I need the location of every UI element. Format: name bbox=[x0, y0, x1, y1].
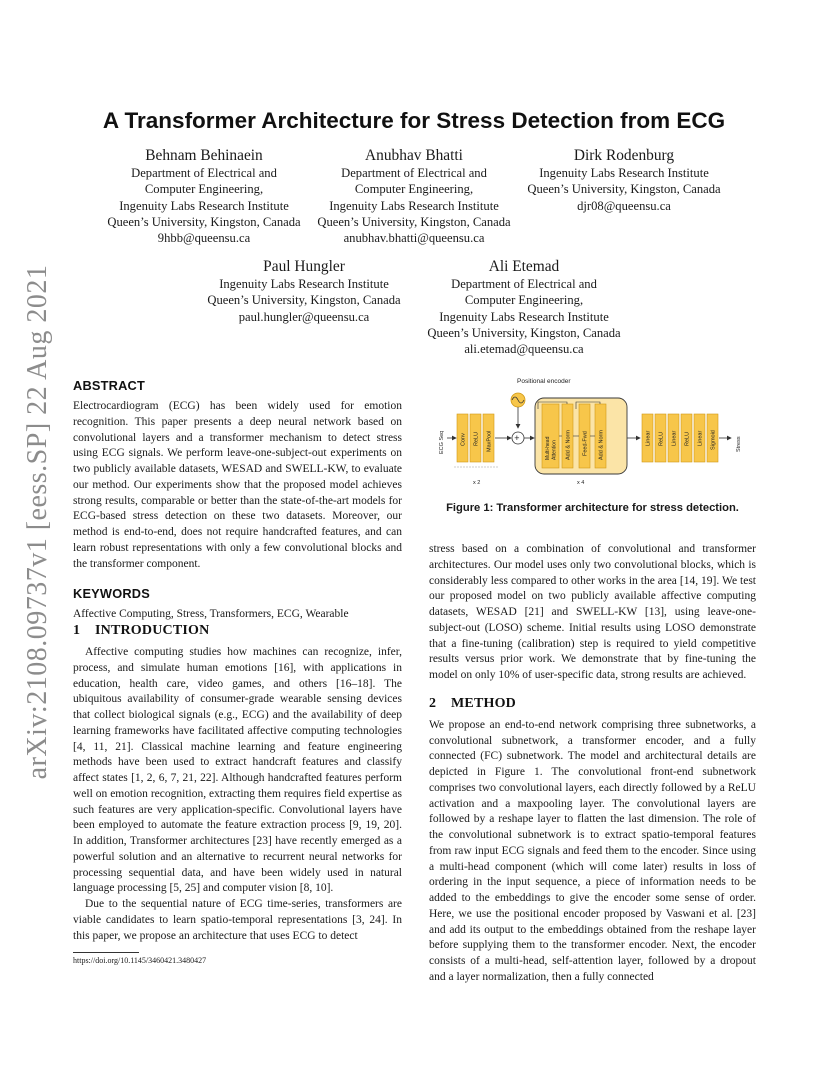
conv-subnetwork bbox=[454, 414, 499, 486]
multihead-label: Multi-head bbox=[545, 436, 551, 460]
keywords-heading: KEYWORDS bbox=[73, 586, 150, 602]
author-block-1 bbox=[98, 146, 310, 246]
transformer-encoder bbox=[535, 398, 627, 486]
author-affiliation: Department of Electrical and bbox=[451, 277, 597, 291]
author-name: Paul Hungler bbox=[263, 258, 345, 275]
author-affiliation: Ingenuity Labs Research Institute bbox=[329, 198, 499, 213]
conv-repeat-label: x 2 bbox=[473, 480, 481, 486]
figure-caption: Figure 1: Transformer architecture for stress detection. bbox=[446, 502, 739, 514]
author-affiliation: Department of Electrical and bbox=[131, 166, 277, 180]
author-affiliation: Ingenuity Labs Research Institute bbox=[219, 277, 389, 291]
author-name: Anubhav Bhatti bbox=[365, 147, 463, 164]
relu-label: ReLU bbox=[684, 431, 691, 446]
attention-label: Attention bbox=[551, 440, 558, 460]
author-affiliation: Queen’s University, Kingston, Canada bbox=[207, 293, 401, 308]
author-email: paul.hungler@queensu.ca bbox=[238, 309, 370, 324]
abstract-heading: ABSTRACT bbox=[73, 378, 145, 393]
author-affiliation: Queen’s University, Kingston, Canada bbox=[427, 325, 621, 340]
section-number: 1 bbox=[73, 623, 81, 638]
author-email: 9hbb@queensu.ca bbox=[157, 231, 251, 246]
section-number: 2 bbox=[429, 695, 437, 711]
linear-label: Linear bbox=[645, 430, 652, 446]
add-norm-label-1: Add & Norm bbox=[565, 430, 572, 460]
author-affiliation: Ingenuity Labs Research Institute bbox=[439, 309, 609, 324]
author-email: ali.etemad@queensu.ca bbox=[464, 342, 584, 357]
author-affiliation: Department of Electrical and bbox=[341, 166, 487, 180]
arxiv-identifier-text: arXiv:2108.09737v1 [eess.SP] 22 Aug 2021 bbox=[22, 264, 53, 780]
author-affiliation: Computer Engineering, bbox=[354, 182, 474, 197]
encoder-repeat-label: x 4 bbox=[577, 480, 585, 486]
section-title: METHOD bbox=[451, 695, 516, 711]
linear-label: Linear bbox=[671, 430, 678, 446]
author-name: Behnam Behinaein bbox=[145, 147, 263, 164]
positional-encoder-label: Positional encoder bbox=[517, 378, 571, 385]
author-affiliation: Queen’s University, Kingston, Canada bbox=[107, 214, 301, 229]
author-email: anubhav.bhatti@queensu.ca bbox=[343, 231, 485, 246]
author-affiliation: Computer Engineering, bbox=[144, 182, 264, 197]
author-affiliation: Ingenuity Labs Research Institute bbox=[539, 166, 709, 180]
method-heading bbox=[429, 696, 756, 712]
add-norm-label-2: Add & Norm bbox=[598, 430, 605, 460]
architecture-diagram bbox=[429, 376, 756, 494]
intro-heading bbox=[73, 623, 402, 639]
keywords-text: Affective Computing, Stress, Transformers, ECG, Wearable bbox=[73, 608, 349, 621]
plus-icon: + bbox=[514, 433, 520, 443]
relu-block-label: ReLU bbox=[473, 431, 480, 446]
author-name: Ali Etemad bbox=[488, 258, 560, 275]
intro-continuation: stress based on a combination of convolutional and transformer architectures. Our model uses only two convolutional blocks, which is considerably less compared to other works in the area [14, 19]. We test our proposed model on two publicly available affective computing datasets, WESAD [21] and SWELL-KW [13], using leave-one-subject-out (LOSO) scheme. Initial results using LOSO demonstrate that a fine-tuning (calibration) step is required to yield competitive results versus prior work. We demonstrate that by fine-tuning the model on only 10% of user-specific data, strong results are achieved. bbox=[429, 543, 756, 681]
relu-label: ReLU bbox=[658, 431, 665, 446]
author-email: djr08@queensu.ca bbox=[577, 198, 671, 213]
linear-label: Linear bbox=[697, 430, 704, 446]
left-column bbox=[73, 378, 402, 965]
conv-block-label: Conv bbox=[460, 433, 467, 446]
method-text: We propose an end-to-end network comprising three subnetworks, a convolutional subnetwork, a transformer encoder, and a fully connected (FC) subnetwork. The model and architectural details are depicted in Figure 1. The convolutional front-end subnetwork comprises two convolutional layers, each directly followed by a ReLU activation and a maxpooling layer. The convolutional layers are followed by a reshape layer to flatten the last dimension. The role of the convolutional subnetwork is to extract spatio-temporal features from raw input ECG signals and feed them to the encoder. Since using a multi-head component (which will come later) results in loss of ordering in the input sequence, a piece of information needs to be added to the embeddings to give the encoder some sense of order. Here, we use the positional encoder proposed by Vaswani et al. [23] and add its output to the embeddings obtained from the reshape layer before supplying them to the transformer encoder. Next, the encoder consists of a multi-head, self-attention layer, followed by a dropout and a layer normalization, then a fully connected bbox=[429, 718, 756, 983]
architecture-figure bbox=[429, 376, 756, 516]
author-name: Dirk Rodenburg bbox=[573, 147, 675, 164]
author-block-5 bbox=[418, 257, 630, 357]
arxiv-identifier bbox=[18, 264, 58, 780]
author-affiliation: Ingenuity Labs Research Institute bbox=[119, 198, 289, 213]
author-affiliation: Queen’s University, Kingston, Canada bbox=[317, 214, 511, 229]
section-title: INTRODUCTION bbox=[95, 623, 210, 638]
sigmoid-label: Sigmoid bbox=[710, 430, 717, 450]
author-affiliation: Queen’s University, Kingston, Canada bbox=[527, 182, 721, 197]
maxpool-block-label: MaxPool bbox=[486, 430, 493, 452]
doi-footnote: https://doi.org/10.1145/3460421.3480427 bbox=[73, 956, 207, 966]
author-block-3 bbox=[518, 146, 730, 214]
feed-forward-label: Feed-Fwd bbox=[582, 431, 589, 456]
footnote-rule bbox=[73, 952, 139, 953]
author-block-4 bbox=[198, 257, 410, 325]
paper-title: A Transformer Architecture for Stress Detection from ECG bbox=[102, 108, 726, 133]
author-block-2 bbox=[308, 146, 520, 246]
input-label: ECG Seq bbox=[439, 430, 445, 454]
right-column bbox=[429, 542, 756, 986]
author-affiliation: Computer Engineering, bbox=[464, 293, 584, 308]
intro-paragraph-2: Due to the sequential nature of ECG time-series, transformers are viable candidates to learn spatio-temporal representations [3, 24]. In this paper, we propose an architecture that uses ECG to detect bbox=[73, 898, 402, 942]
output-label: Stress bbox=[736, 436, 742, 452]
abstract-text: Electrocardiogram (ECG) has been widely used for emotion recognition. This paper presents a deep neural network based on convolutional layers and a transformer mechanism to detect stress using ECG signals. We perform leave-one-subject-out experiments on two publicly available datasets, WESAD and SWELL-KW, to evaluate our method. Our experiments show that the proposed model achieves strong results, comparable or better than the state-of-the-art models for ECG-based stress detection on these two datasets. Moreover, our method is end-to-end, does not require handcrafted features, and can learn robust representations with only a few convolutional blocks and the transformer component. bbox=[73, 400, 402, 570]
fc-subnetwork bbox=[642, 414, 718, 462]
intro-paragraph-1: Affective computing studies how machines can recognize, infer, process, and simulate human emotions [16], with applications in education, health care, video games, and others [16–18]. The ubiquitous availability of consumer-grade wearable sensing devices that collect biological signals (e.g., ECG) and the availability of deep learning frameworks have facilitated affective computing technologies [4, 11, 21]. Classical machine learning and feature engineering methods have been used to extract handcraft features and classify affect states [1, 2, 6, 7, 21, 22]. Although handcrafted features perform well on emotion recognition, extracting them requires field expertise as such features are very application-specific. Convolutional layers have been employed to automate the feature extraction process [9, 19, 20]. In addition, Transformer architectures [23] have recently emerged as a powerful solution and an alternative to recurrent neural networks for processing sequential data, and have been widely used in natural language processing [5, 25] and computer vision [8, 10]. bbox=[73, 646, 402, 895]
